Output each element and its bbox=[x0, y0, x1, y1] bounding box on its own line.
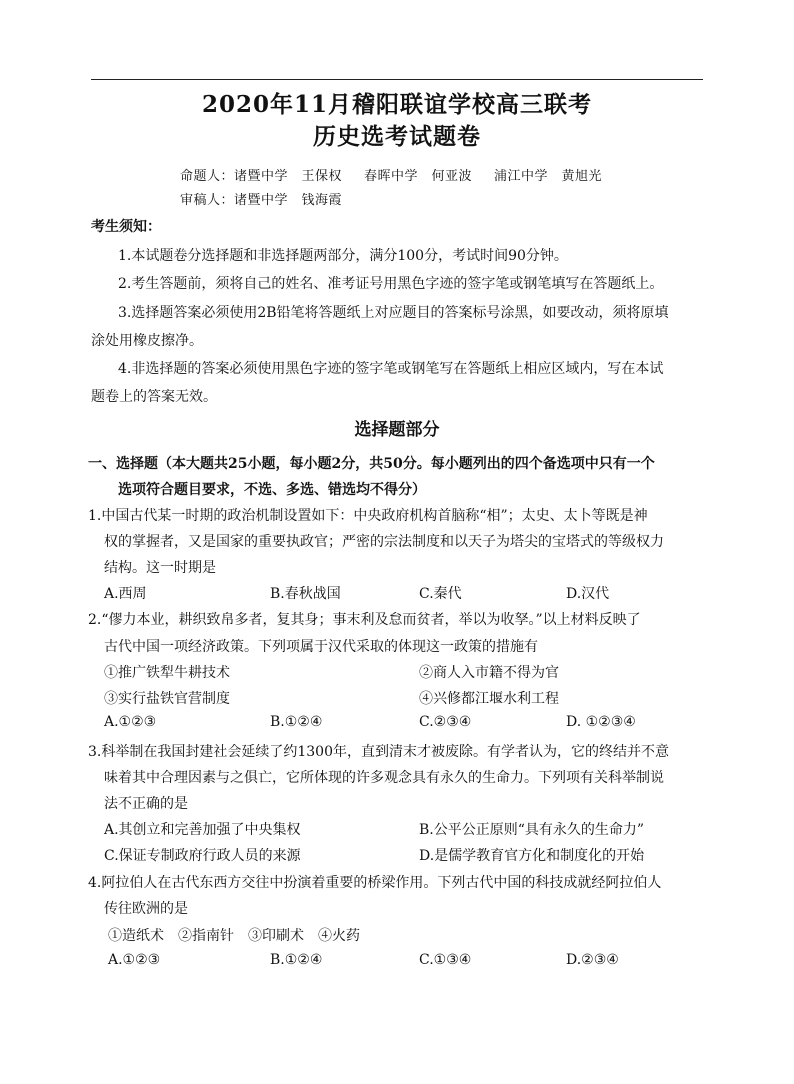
q1-stem-line-2: 权的掌握者，又是国家的重要执政官；严密的宗法制度和以天子为塔尖的宝塔式的等级权力 bbox=[104, 534, 664, 550]
author-2: 春晖中学 何亚波 bbox=[364, 169, 473, 184]
q4-option-d[interactable]: D.②③④ bbox=[566, 952, 619, 968]
authors-line bbox=[180, 165, 624, 184]
q1-option-d[interactable]: D.汉代 bbox=[566, 586, 610, 602]
q1-option-b[interactable]: B.春秋战国 bbox=[270, 586, 341, 602]
exam-subtitle: 历史选考试题卷 bbox=[313, 123, 481, 150]
q4-option-c[interactable]: C.①③④ bbox=[419, 952, 472, 968]
q2-item-3: ③实行盐铁官营制度 bbox=[104, 691, 230, 707]
q2-stem-line-2: 古代中国一项经济政策。下列项属于汉代采取的体现这一政策的措施有 bbox=[104, 639, 538, 655]
q2-item-4: ④兴修都江堰水利工程 bbox=[419, 691, 559, 707]
q3-stem-line-2: 味着其中合理因素与之俱亡，它所体现的许多观念具有永久的生命力。下列项有关科举制说 bbox=[104, 770, 664, 786]
author-1: 诸暨中学 王保权 bbox=[234, 169, 343, 184]
q2-option-a[interactable]: A.①②③ bbox=[104, 714, 157, 730]
section-instruction: 一、选择题（本大题共25小题，每小题2分，共50分。每小题列出的四个备选项中只有一个 bbox=[88, 456, 655, 472]
q4-option-a[interactable]: A.①②③ bbox=[108, 952, 161, 968]
notice-title: 考生须知： bbox=[91, 219, 161, 235]
section-title: 选择题部分 bbox=[354, 420, 440, 440]
notice-item-2: 2.考生答题前，须将自己的姓名、准考证号用黑色字迹的签字笔或钢笔填写在答题纸上。 bbox=[118, 276, 664, 292]
q3-stem-line-1: 3.科举制在我国封建社会延续了约1300年，直到清末才被废除。有学者认为，它的终结并不意 bbox=[88, 744, 669, 760]
q3-option-a[interactable]: A.其创立和完善加强了中央集权 bbox=[104, 822, 301, 838]
q4-stem-line-1: 4.阿拉伯人在古代东西方交往中扮演着重要的桥梁作用。下列古代中国的科技成就经阿拉伯人 bbox=[88, 875, 662, 891]
q2-option-b[interactable]: B.①②④ bbox=[270, 714, 323, 730]
notice-item-3-cont: 涂处用橡皮擦净。 bbox=[91, 333, 203, 349]
q2-item-2: ②商人入市籍不得为官 bbox=[419, 665, 559, 681]
q3-option-c[interactable]: C.保证专制政府行政人员的来源 bbox=[104, 848, 301, 864]
q4-items: ①造纸术 ②指南针 ③印刷术 ④火药 bbox=[108, 928, 360, 944]
authors-label: 命题人： bbox=[180, 169, 235, 184]
notice-item-4-cont: 题卷上的答案无效。 bbox=[91, 389, 217, 405]
reviewer-label: 审稿人： bbox=[180, 193, 235, 208]
q3-option-d[interactable]: D.是儒学教育官方化和制度化的开始 bbox=[419, 848, 645, 864]
q1-option-c[interactable]: C.秦代 bbox=[419, 586, 462, 602]
q4-option-b[interactable]: B.①②④ bbox=[270, 952, 323, 968]
q1-stem-line-1: 1.中国古代某一时期的政治机制设置如下：中央政府机构首脑称“相”；太史、太卜等既是神 bbox=[88, 508, 648, 524]
notice-item-3: 3.选择题答案必须使用2B铅笔将答题纸上对应题目的答案标号涂黑，如要改动，须将原填 bbox=[118, 305, 669, 321]
q1-stem-line-3: 结构。这一时期是 bbox=[104, 560, 216, 576]
section-instruction-cont: 选项符合题目要求，不选、多选、错选均不得分） bbox=[118, 482, 426, 498]
author-3: 浦江中学 黄旭光 bbox=[494, 169, 603, 184]
q3-stem-line-3: 法不正确的是 bbox=[104, 796, 188, 812]
q2-stem-line-1: 2.“僇力本业，耕织致帛多者，复其身；事末利及怠而贫者，举以为收孥。”以上材料反映了 bbox=[88, 612, 641, 628]
q2-option-c[interactable]: C.②③④ bbox=[419, 714, 472, 730]
reviewer-line bbox=[180, 189, 364, 208]
q4-stem-line-2: 传往欧洲的是 bbox=[104, 901, 188, 917]
top-rule bbox=[91, 79, 703, 80]
reviewer-name: 诸暨中学 钱海霞 bbox=[234, 193, 343, 208]
notice-item-1: 1.本试题卷分选择题和非选择题两部分，满分100分，考试时间90分钟。 bbox=[118, 248, 568, 264]
q2-item-1: ①推广铁犁牛耕技术 bbox=[104, 665, 230, 681]
q2-option-d[interactable]: D. ①②③④ bbox=[566, 714, 636, 730]
exam-title: 2020年11月稽阳联谊学校高三联考 bbox=[201, 91, 593, 118]
q1-option-a[interactable]: A.西周 bbox=[104, 586, 147, 602]
notice-item-4: 4.非选择题的答案必须使用黑色字迹的签字笔或钢笔写在答题纸上相应区域内，写在本试 bbox=[118, 361, 664, 377]
q3-option-b[interactable]: B.公平公正原则“具有永久的生命力” bbox=[419, 822, 645, 838]
